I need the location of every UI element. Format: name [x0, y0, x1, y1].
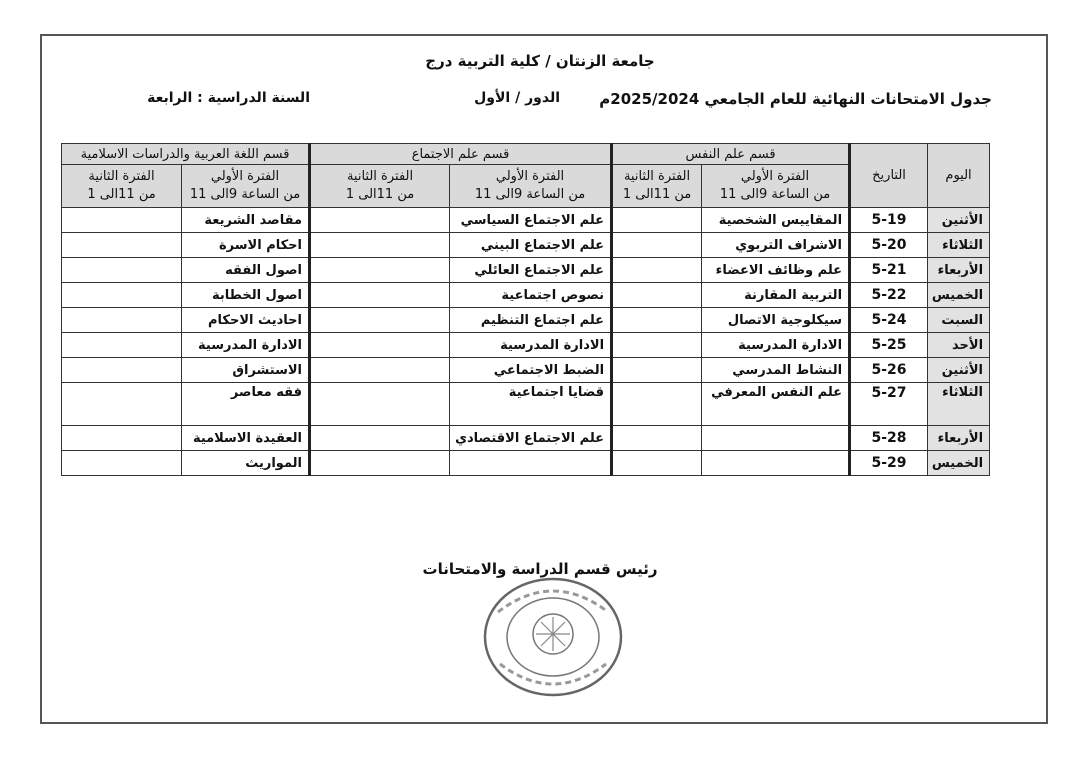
arab-period2-cell — [62, 308, 182, 333]
period1-header: الفترة الأولي من الساعة 9الى 11 — [182, 165, 310, 208]
soc-period1-cell: علم الاجتماع الاقتصادي — [450, 426, 612, 451]
date-cell: 5-27 — [850, 383, 928, 426]
psych-period1-cell: علم النفس المعرفي — [702, 383, 850, 426]
soc-period2-cell — [310, 451, 450, 476]
period1-header: الفترة الأولي من الساعة 9الى 11 — [450, 165, 612, 208]
soc-period2-cell — [310, 208, 450, 233]
soc-period1-cell: علم الاجتماع السياسي — [450, 208, 612, 233]
psych-period2-cell — [612, 333, 702, 358]
soc-period2-cell — [310, 426, 450, 451]
arab-period2-cell — [62, 333, 182, 358]
day-column-header: اليوم — [928, 144, 990, 208]
psych-period2-cell — [612, 258, 702, 283]
date-cell: 5-26 — [850, 358, 928, 383]
arab-period2-cell — [62, 426, 182, 451]
psych-period2-cell — [612, 308, 702, 333]
table-row — [62, 283, 990, 308]
study-year: السنة الدراسية : الرابعة — [147, 90, 310, 106]
arab-period1-cell: اصول الفقه — [182, 258, 310, 283]
exam-round: الدور / الأول — [474, 90, 560, 106]
soc-period1-cell: علم الاجتماع العائلي — [450, 258, 612, 283]
day-cell: الخميس — [928, 283, 990, 308]
day-cell: الأربعاء — [928, 426, 990, 451]
day-cell: السبت — [928, 308, 990, 333]
date-cell: 5-21 — [850, 258, 928, 283]
table-row — [62, 426, 990, 451]
period1-header: الفترة الأولي من الساعة 9الى 11 — [702, 165, 850, 208]
psych-period1-cell: الاشراف التربوي — [702, 233, 850, 258]
soc-period2-cell — [310, 258, 450, 283]
arab-period1-cell: احاديث الاحكام — [182, 308, 310, 333]
psych-period1-cell: علم وظائف الاعضاء — [702, 258, 850, 283]
soc-period1-cell: قضايا اجتماعية — [450, 383, 612, 426]
period2-header: الفترة الثانية من 11الى 1 — [310, 165, 450, 208]
table-row — [62, 208, 990, 233]
soc-period1-cell: علم الاجتماع البيني — [450, 233, 612, 258]
psych-period2-cell — [612, 283, 702, 308]
date-cell: 5-24 — [850, 308, 928, 333]
dept-arabic-header: قسم اللغة العربية والدراسات الاسلامية — [62, 144, 310, 165]
table-row — [62, 308, 990, 333]
psych-period1-cell — [702, 451, 850, 476]
date-cell: 5-22 — [850, 283, 928, 308]
university-name: جامعة الزنتان / كلية التربية درج — [425, 52, 655, 70]
arab-period1-cell: المواريث — [182, 451, 310, 476]
day-cell: الأحد — [928, 333, 990, 358]
psych-period1-cell: الادارة المدرسية — [702, 333, 850, 358]
psych-period1-cell: سيكلوجية الاتصال — [702, 308, 850, 333]
arab-period1-cell: العقيدة الاسلامية — [182, 426, 310, 451]
official-seal-icon — [478, 572, 628, 702]
table-row — [62, 333, 990, 358]
table-row — [62, 233, 990, 258]
arab-period2-cell — [62, 233, 182, 258]
arab-period2-cell — [62, 383, 182, 426]
soc-period2-cell — [310, 358, 450, 383]
table-row — [62, 383, 990, 426]
psych-period1-cell — [702, 426, 850, 451]
date-cell: 5-25 — [850, 333, 928, 358]
arab-period2-cell — [62, 451, 182, 476]
psych-period1-cell: المقاييس الشخصية — [702, 208, 850, 233]
date-cell: 5-20 — [850, 233, 928, 258]
day-cell: الثلاثاء — [928, 383, 990, 426]
soc-period1-cell: علم اجتماع التنظيم — [450, 308, 612, 333]
date-column-header: التاريخ — [850, 144, 928, 208]
soc-period1-cell: الضبط الاجتماعي — [450, 358, 612, 383]
day-cell: الأثنين — [928, 358, 990, 383]
arab-period1-cell: اصول الخطابة — [182, 283, 310, 308]
psych-period2-cell — [612, 383, 702, 426]
arab-period1-cell: فقه معاصر — [182, 383, 310, 426]
arab-period1-cell: الادارة المدرسية — [182, 333, 310, 358]
psych-period2-cell — [612, 426, 702, 451]
table-row — [62, 451, 990, 476]
psych-period1-cell: النشاط المدرسي — [702, 358, 850, 383]
psych-period2-cell — [612, 358, 702, 383]
dept-psychology-header: قسم علم النفس — [612, 144, 850, 165]
psych-period2-cell — [612, 208, 702, 233]
soc-period2-cell — [310, 308, 450, 333]
arab-period2-cell — [62, 208, 182, 233]
arab-period2-cell — [62, 283, 182, 308]
arab-period1-cell: احكام الاسرة — [182, 233, 310, 258]
period2-header: الفترة الثانية من 11الى 1 — [612, 165, 702, 208]
arab-period1-cell: الاستشراق — [182, 358, 310, 383]
day-cell: الخميس — [928, 451, 990, 476]
psych-period2-cell — [612, 233, 702, 258]
exam-schedule-table — [61, 143, 990, 476]
day-cell: الثلاثاء — [928, 233, 990, 258]
table-row — [62, 258, 990, 283]
schedule-title: جدول الامتحانات النهائية للعام الجامعي 2025/2024م — [599, 90, 992, 108]
arab-period2-cell — [62, 358, 182, 383]
date-cell: 5-19 — [850, 208, 928, 233]
psych-period2-cell — [612, 451, 702, 476]
date-cell: 5-29 — [850, 451, 928, 476]
signature-title: رئيس قسم الدراسة والامتحانات — [422, 560, 658, 578]
period2-header: الفترة الثانية من 11الى 1 — [62, 165, 182, 208]
arab-period2-cell — [62, 258, 182, 283]
psych-period1-cell: التربية المقارنة — [702, 283, 850, 308]
soc-period2-cell — [310, 383, 450, 426]
soc-period2-cell — [310, 333, 450, 358]
arab-period1-cell: مقاصد الشريعة — [182, 208, 310, 233]
soc-period1-cell — [450, 451, 612, 476]
soc-period2-cell — [310, 283, 450, 308]
dept-sociology-header: قسم علم الاجتماع — [310, 144, 612, 165]
soc-period2-cell — [310, 233, 450, 258]
date-cell: 5-28 — [850, 426, 928, 451]
day-cell: الأثنين — [928, 208, 990, 233]
soc-period1-cell: نصوص اجتماعية — [450, 283, 612, 308]
table-row — [62, 358, 990, 383]
day-cell: الأربعاء — [928, 258, 990, 283]
soc-period1-cell: الادارة المدرسية — [450, 333, 612, 358]
